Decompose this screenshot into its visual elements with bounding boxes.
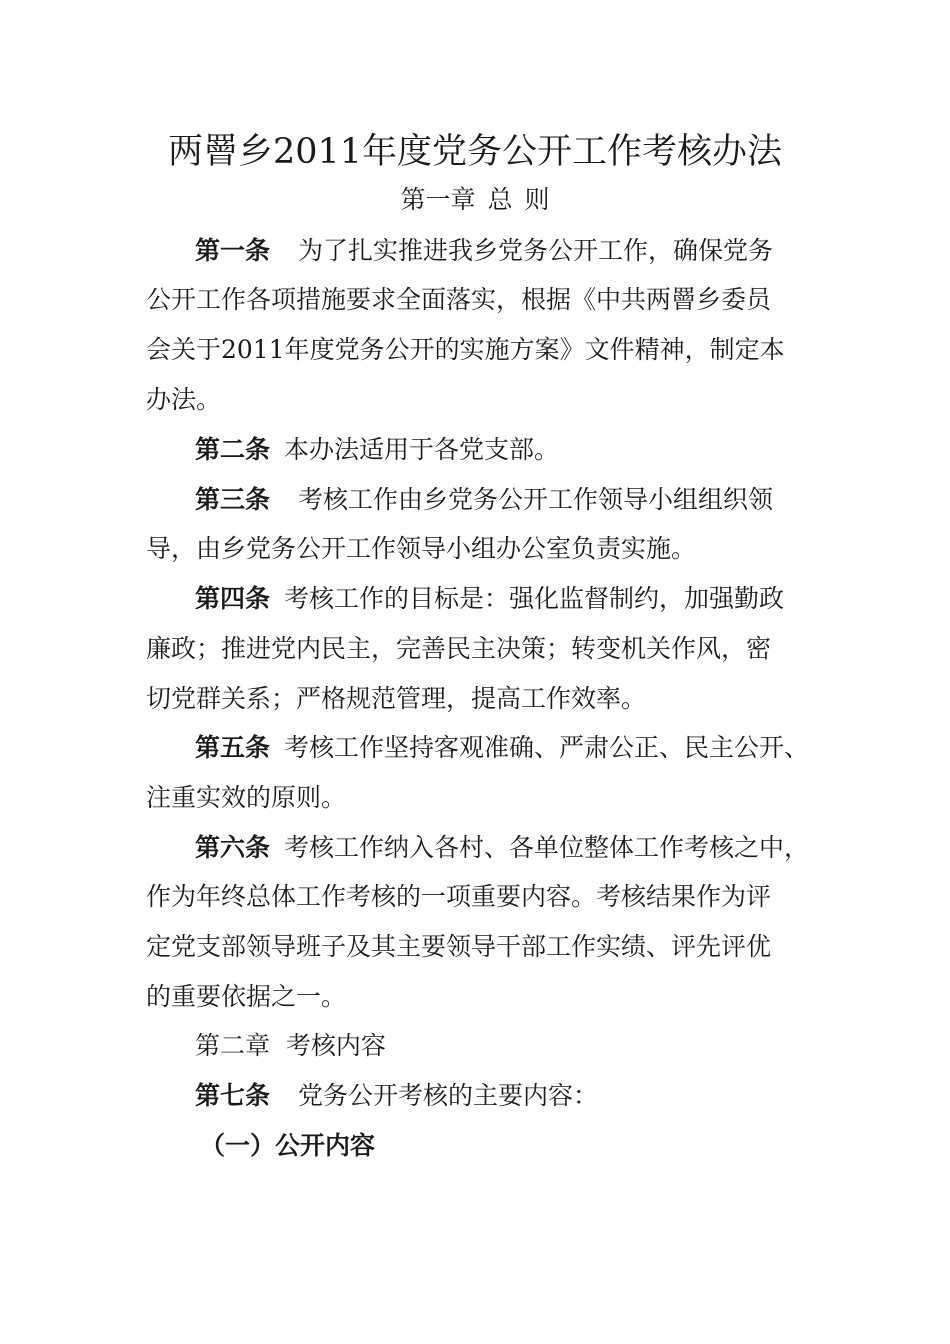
- article-5-text-1: 考核工作坚持客观准确、严肃公正、民主公开、: [284, 733, 810, 762]
- article-1-line-4: 办法。: [146, 385, 222, 414]
- article-2-label: 第二条: [195, 435, 271, 464]
- article-5-line-2: 注重实效的原则。: [146, 783, 347, 812]
- article-1-line-3: 会关于2011年度党务公开的实施方案》文件精神，制定本: [146, 335, 785, 364]
- article-5-label: 第五条: [195, 733, 271, 762]
- article-3-line-2: 导，由乡党务公开工作领导小组办公室负责实施。: [146, 534, 697, 563]
- article-7-label: 第七条: [195, 1081, 271, 1110]
- document-title: 两罾乡2011年度党务公开工作考核办法: [167, 132, 783, 172]
- article-6-label: 第六条: [195, 833, 271, 862]
- section-1-heading: （一）公开内容: [200, 1131, 376, 1160]
- article-1-line-1: [195, 233, 773, 269]
- chapter-1-heading: [0, 181, 950, 219]
- article-2-line-1: [195, 432, 559, 468]
- article-2-text-1: 本办法适用于各党支部。: [284, 435, 560, 464]
- chapter-2-heading: 第二章 考核内容: [195, 1031, 386, 1060]
- article-3-line-1: [195, 482, 773, 518]
- article-6-line-3: 定党支部领导班子及其主要领导干部工作实绩、评先评优: [146, 932, 772, 961]
- chapter-1-name-part1: 总: [487, 185, 513, 214]
- chapter-1-number: 第一章: [400, 185, 476, 214]
- article-4-line-2: 廉政；推进党内民主，完善民主决策；转变机关作风，密: [146, 634, 772, 663]
- article-4-line-1: [195, 581, 784, 617]
- article-5-line-1: [195, 730, 809, 766]
- article-7-text-1: 党务公开考核的主要内容：: [298, 1081, 599, 1110]
- article-1-label: 第一条: [195, 236, 271, 265]
- article-3-label: 第三条: [195, 485, 271, 514]
- article-4-text-1: 考核工作的目标是：强化监督制约，加强勤政: [284, 584, 785, 613]
- article-4-line-3: 切党群关系；严格规范管理，提高工作效率。: [146, 684, 647, 713]
- article-4-label: 第四条: [195, 584, 271, 613]
- article-6-text-1: 考核工作纳入各村、各单位整体工作考核之中，: [284, 833, 810, 862]
- article-7-line-1: [195, 1078, 598, 1114]
- article-1-text-1: 为了扎实推进我乡党务公开工作，确保党务: [298, 236, 774, 265]
- article-1-line-2: 公开工作各项措施要求全面落实，根据《中共两罾乡委员: [146, 285, 772, 314]
- article-6-line-2: 作为年终总体工作考核的一项重要内容。考核结果作为评: [146, 882, 772, 911]
- article-3-text-1: 考核工作由乡党务公开工作领导小组组织领: [298, 485, 774, 514]
- article-6-line-1: [195, 830, 809, 866]
- article-6-line-4: 的重要依据之一。: [146, 982, 347, 1011]
- chapter-1-name-part2: 则: [524, 185, 550, 214]
